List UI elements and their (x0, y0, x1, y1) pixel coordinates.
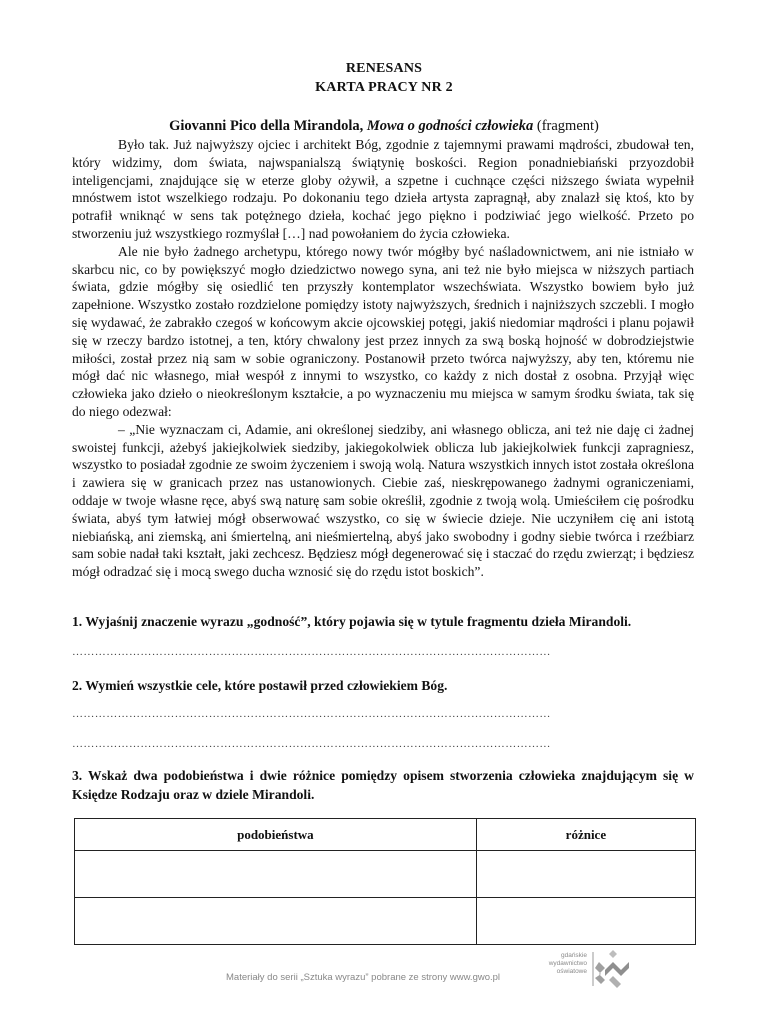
page-title: RENESANS (345, 61, 423, 76)
worksheet-number: KARTA PRACY NR 2 (315, 80, 453, 95)
source-citation (0, 118, 768, 135)
footer-text: Materiały do serii „Sztuka wyrazu” pobrane ze strony www.gwo.pl (226, 972, 501, 983)
answer-cell[interactable] (75, 851, 477, 898)
gwo-logo-icon (591, 948, 631, 990)
answer-cell[interactable] (476, 851, 695, 898)
paragraph-1: Było tak. Już najwyższy ojciec i architekt Bóg, zgodnie z tajemnymi prawami mądrości, zbudował ten, który widzimy, dom świata, najwspanialszą świątynię boskości. Region ponadniebiański przyozdobił inteligencjami, znajdujące się w eterze globy ożywił, a szpetne i cuchnące części niższego świata wypełnił mnóstwem istot wszelkiego rodzaju. Po dokonaniu tego dzieła artysta zapragnął, aby znalazł się ktoś, kto by potrafił wniknąć w sens tak potężnego dzieła, kochać jego piękno i podziwiać jego wielkość. Przeto po stworzeniu już wszystkiego rozmyślał […] nad powołaniem do życia człowieka. (72, 137, 694, 241)
column-header-differences: różnice (476, 819, 695, 851)
comparison-table (74, 818, 696, 945)
answer-line[interactable]: ……………………………………………………………………………………………………………… (72, 646, 551, 658)
author-name: Giovanni Pico della Mirandola, (169, 118, 364, 134)
answer-line[interactable]: ……………………………………………………………………………………………………………… (72, 708, 551, 720)
question-3: 3. Wskaż dwa podobieństwa i dwie różnice pomiędzy opisem stworzenia człowieka znajdującym się w Księdze Rodzaju oraz w dziele Mirandoli. (72, 768, 694, 802)
answer-cell[interactable] (75, 898, 477, 945)
answer-line[interactable]: ……………………………………………………………………………………………………………… (72, 738, 551, 750)
paragraph-3: – „Nie wyznaczam ci, Adamie, ani określonej siedziby, ani własnego oblicza, ani też nie daję ci żadnej swoistej funkcji, ażebyś jakiejkolwiek siedziby, jakiegokolwiek oblicza lub jakiejkolwiek funkcji zapragniesz, wszystko to posiadał zgodnie ze swoim życzeniem i swoją wolą. Natura wszystkich innych istot została określona i zawiera się w granicach przez nas ustanowionych. Ciebie zaś, nieskrępowanego żadnymi ograniczeniami, oddaje w twoje własne ręce, abyś swą naturę sam sobie określił, zgodnie z twoją wolą. Umieściłem cię pośrodku świata, abyś tym łatwiej mógł obserwować wszystko, co się w świecie dzieje. Nie uczyniłem cię ani istotą niebiańską, ani ziemską, ani śmiertelną, ani nieśmiertelną, abyś jako swobodny i godny siebie twórca i rzeźbiarz sam sobie nadał taki kształt, jaki zechcesz. Będziesz mógł degenerować się i staczać do rzędu zwierząt; i będziesz mógł odradzać się i mocą swego ducha wznosić się do rzędu istot boskich”. (72, 421, 694, 580)
source-text (72, 136, 694, 581)
publisher-logo (541, 952, 637, 992)
question-1: 1. Wyjaśnij znaczenie wyrazu „godność”, który pojawia się w tytule fragmentu dzieła Mirandoli. (72, 614, 632, 629)
work-title: Mowa o godności człowieka (366, 118, 534, 134)
column-header-similarities: podobieństwa (75, 819, 477, 851)
answer-cell[interactable] (476, 898, 695, 945)
paragraph-2: Ale nie było żadnego archetypu, którego nowy twór mógłby być naśladownictwem, ani nie istniało w skarbcu nic, co by powiększyć mogło dziedzictwo nowego syna, ani też nie było miejsca w niższych partiach świata, gdzie mógłby się osiedlić ten przyszły kontemplator wszechświata. Wszystko bowiem było już zapełnione. Wszystko zostało rozdzielone pomiędzy istoty najwyższych, średnich i najniższych szczebli. I mogło się wydawać, że zabrakło czegoś w końcowym akcie ojcowskiej potęgi, jakiś niedomiar mądrości i planu pojawił się w rzeczy bardzo istotnej, a ten, który chwalony jest przez innych za swą boską hojność w dobrodziejstwie miłości, został przez nią sam w sobie ograniczony. Postanowił przeto twórca najwyższy, aby ten, któremu nie mógł dać nic własnego, miał wespół z innymi to wszystko, co każdy z nich dostał z osobna. Przyjął więc człowieka jako dzieło o nieokreślonym kształcie, a po wyznaczeniu mu miejsca w samym środku świata, tak się do niego odezwał: (72, 243, 694, 419)
question-2: 2. Wymień wszystkie cele, które postawił przed człowiekiem Bóg. (72, 678, 448, 693)
publisher-name: gdańskie wydawnictwo oświatowe (548, 952, 587, 975)
fragment-note: (fragment) (536, 118, 599, 134)
